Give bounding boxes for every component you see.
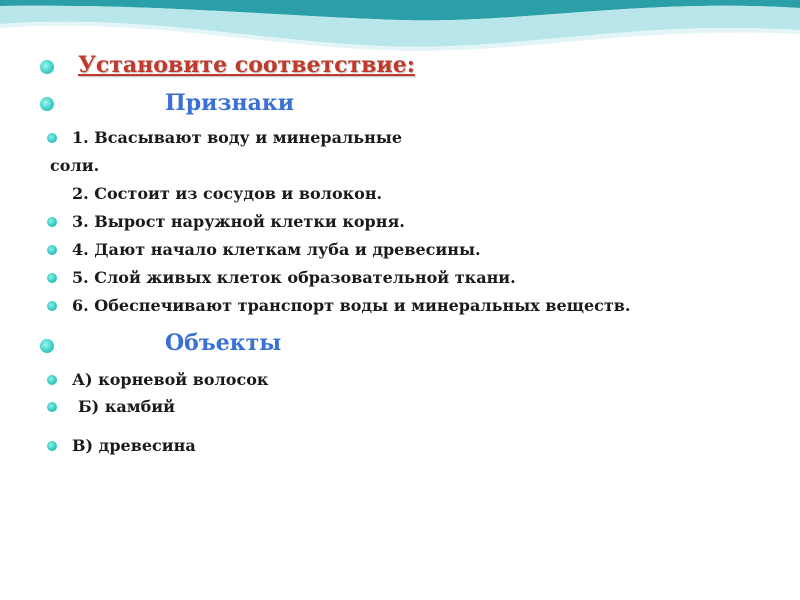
top-wave-decoration [0,0,800,60]
feature-item: 6. Обеспечивают транспорт воды и минеральных веществ. [72,296,631,315]
bullet-icon [47,245,57,255]
bullet-icon [47,133,57,143]
bullet-icon [47,273,57,283]
feature-item: 1. Всасывают воду и минеральные [72,128,403,147]
object-item: Б) камбий [78,397,176,416]
bullet-icon [40,97,54,111]
object-item: А) корневой волосок [72,370,269,389]
feature-item-continuation: соли. [50,156,100,175]
feature-item: 4. Дают начало клеткам луба и древесины. [72,240,481,259]
bullet-icon [47,441,57,451]
object-item: В) древесина [72,436,196,455]
features-heading: Признаки [165,90,295,116]
bullet-icon [47,217,57,227]
feature-item: 5. Слой живых клеток образовательной ткани. [72,268,516,287]
bullet-icon [47,375,57,385]
feature-item: 2. Состоит из сосудов и волокон. [72,184,383,203]
bullet-icon [47,402,57,412]
objects-heading: Объекты [165,330,282,356]
bullet-icon [40,339,54,353]
bullet-icon [47,301,57,311]
feature-item: 3. Вырост наружной клетки корня. [72,212,405,231]
slide-title: Установите соответствие: [78,52,415,78]
bullet-icon [40,60,54,74]
